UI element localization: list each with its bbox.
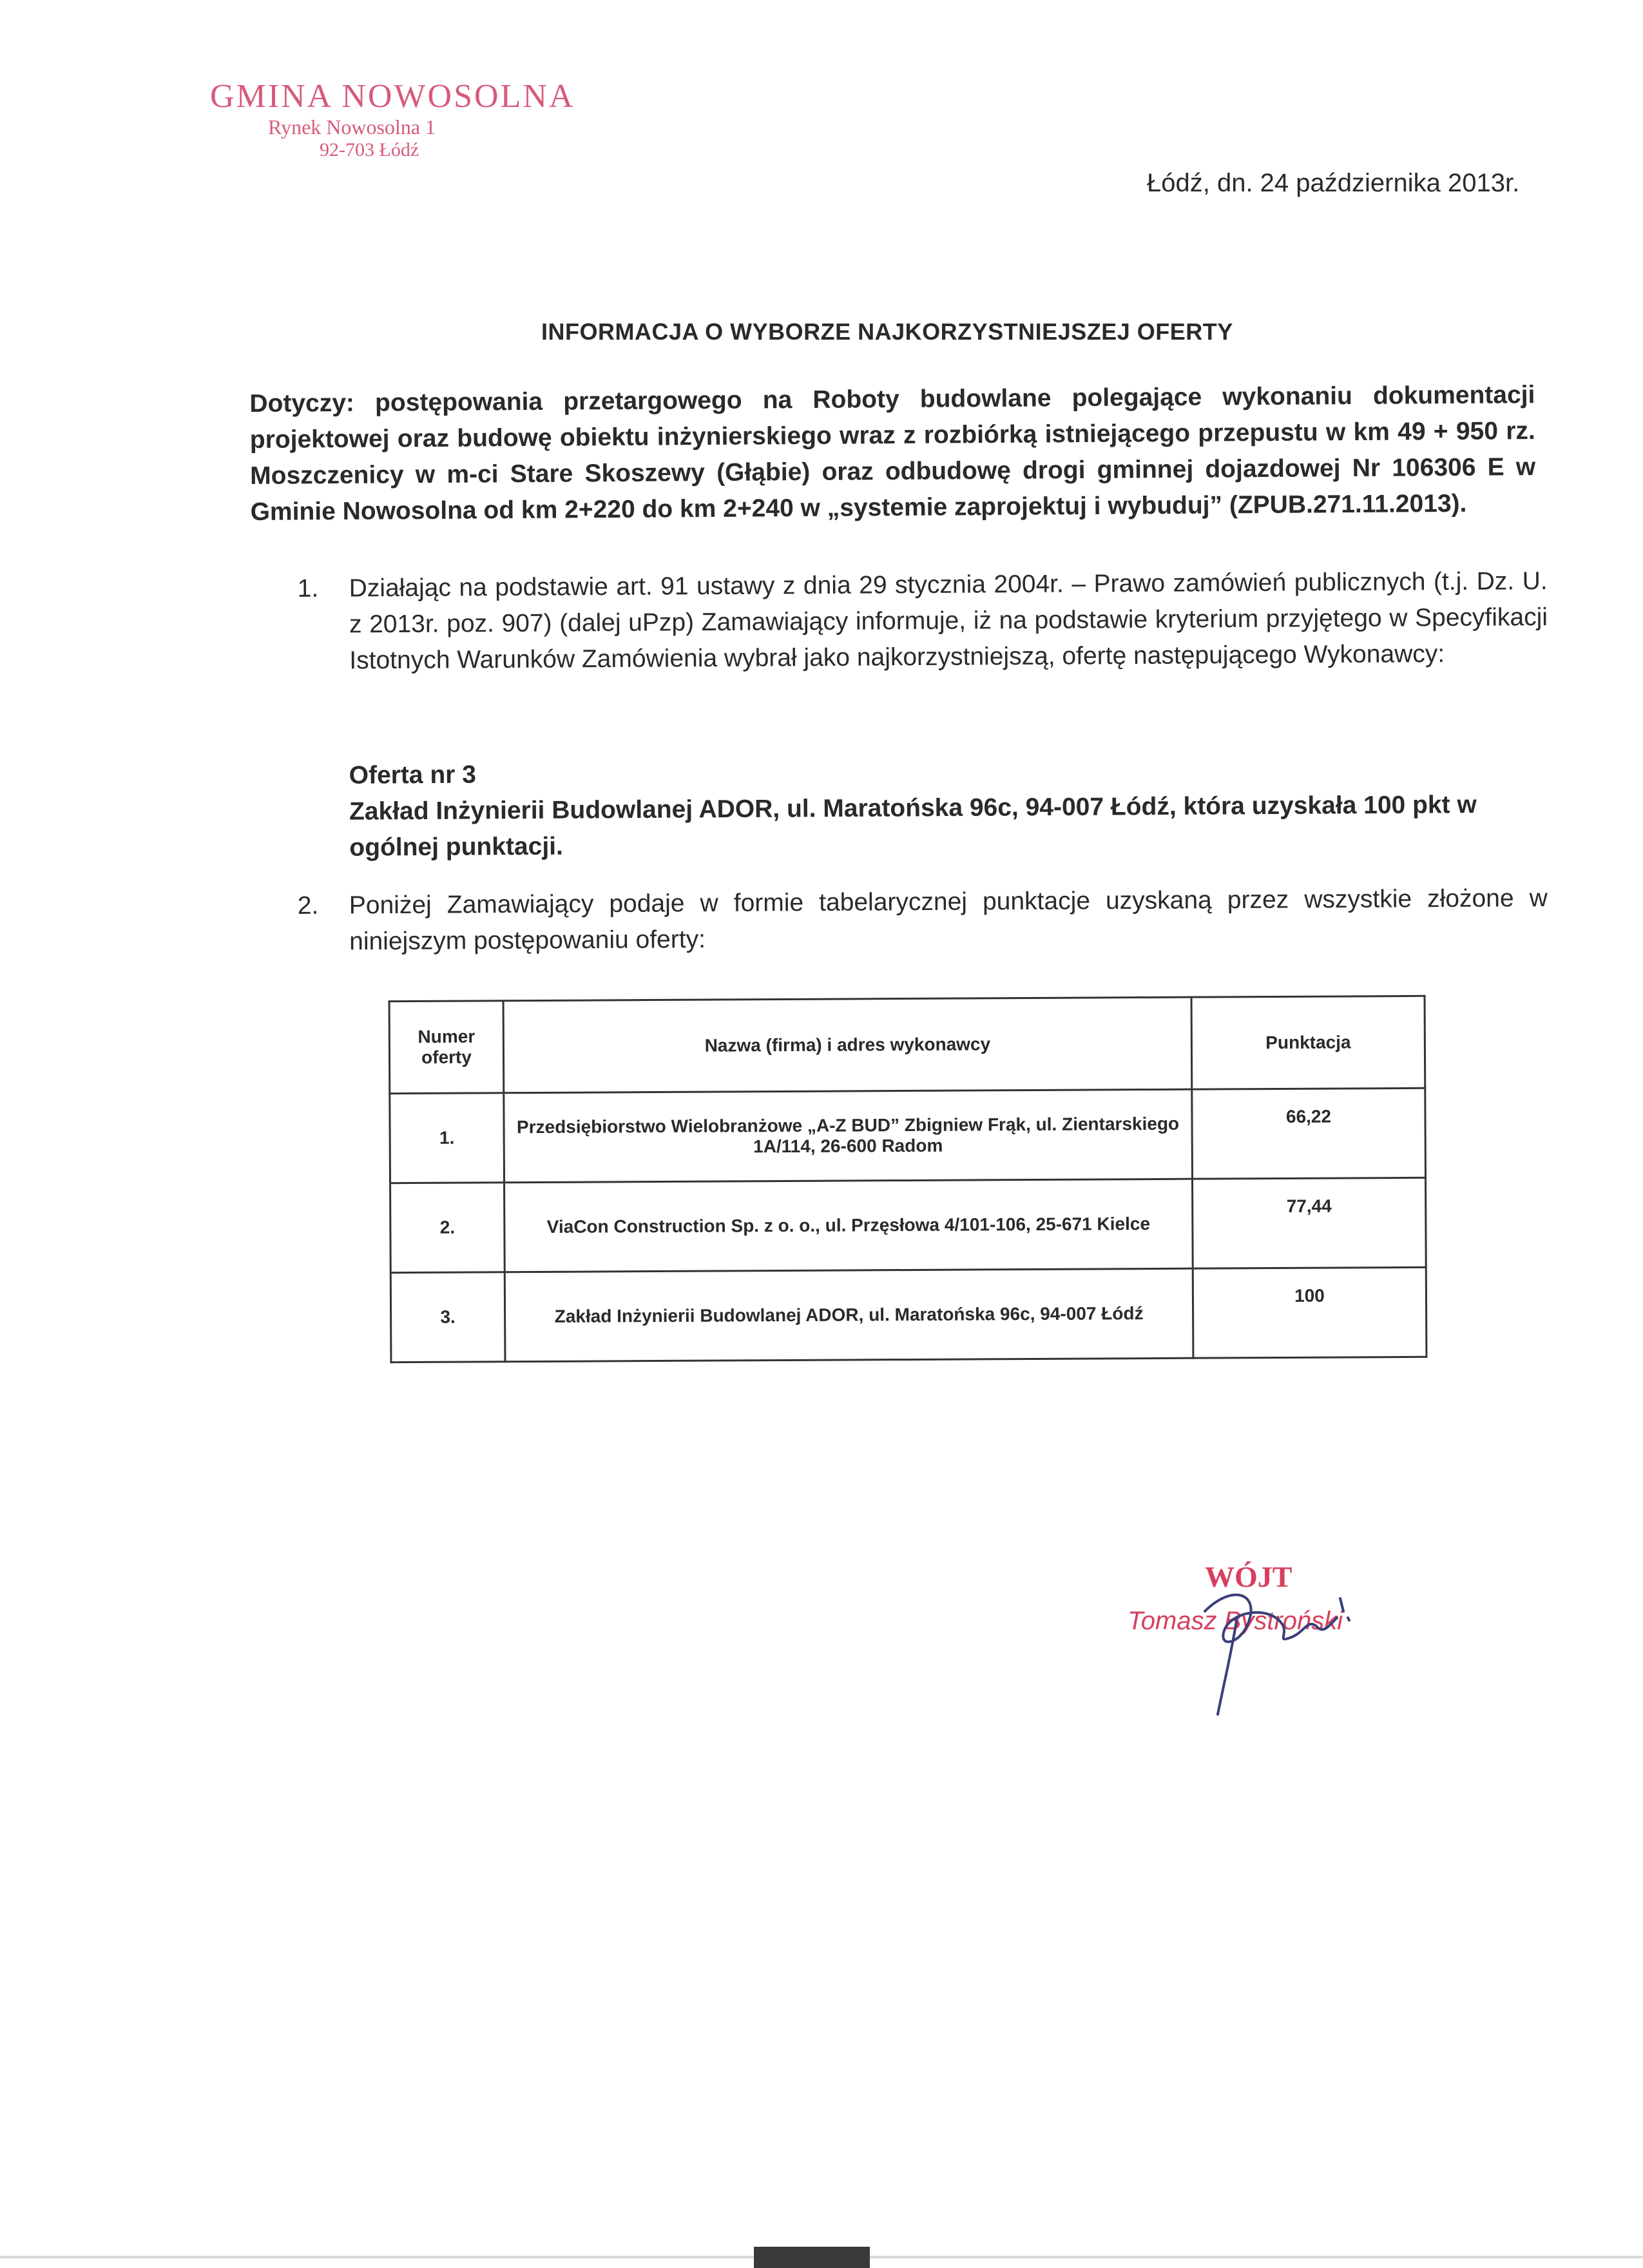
list-item-number: 2. <box>297 891 319 920</box>
cell-score: 100 <box>1193 1267 1427 1358</box>
scan-clip <box>754 2247 870 2268</box>
list-item-number: 1. <box>297 574 319 603</box>
municipality-stamp <box>210 77 575 161</box>
handwritten-signature <box>1179 1573 1385 1727</box>
winning-offer <box>349 750 1555 866</box>
offers-table <box>389 995 1428 1363</box>
winning-offer-text: Zakład Inżynierii Budowlanej ADOR, ul. Maratońska 96c, 94-007 Łódź, która uzyskała 100 pkt w ogólnej punktacji. <box>349 791 1477 862</box>
cell-contractor: ViaCon Construction Sp. z o. o., ul. Przęsłowa 4/101-106, 25-671 Kielce <box>504 1179 1193 1272</box>
cell-offer-number: 3. <box>390 1272 505 1362</box>
header-score: Punktacja <box>1191 996 1425 1089</box>
stamp-line-postal: 92-703 Łódź <box>320 139 419 160</box>
cell-contractor: Zakład Inżynierii Budowlanej ADOR, ul. Maratońska 96c, 94-007 Łódź <box>504 1268 1193 1362</box>
signature-name: Tomasz Bystroński <box>1128 1607 1343 1635</box>
list-item <box>298 880 1548 960</box>
table-row <box>390 1178 1427 1272</box>
signature-role: WÓJT <box>1205 1560 1292 1593</box>
subject-paragraph: Dotyczy: postępowania przetargowego na Roboty budowlane polegające wykonaniu dokumentacji projektowej oraz budowę obiektu inżynierskiego wraz z rozbiórką istniejącego przepustu w km 49 + 950 rz. Moszczenicy w m-ci Stare Skoszewy (Głąbie) oraz odbudowę drogi gminnej dojazdowej Nr 106306 E w Gminie Nowosolna od km 2+220 do km 2+240 w „systemie zaprojektuj i wybuduj” (ZPUB.271.11.2013). <box>249 381 1536 526</box>
table-header-row <box>389 996 1425 1093</box>
document-title: INFORMACJA O WYBORZE NAJKORZYSTNIEJSZEJ OFERTY <box>541 318 1233 345</box>
header-contractor: Nazwa (firma) i adres wykonawcy <box>503 997 1192 1093</box>
cell-offer-number: 2. <box>390 1183 505 1273</box>
winning-offer-label: Oferta nr 3 <box>349 761 477 790</box>
table-row <box>390 1088 1426 1183</box>
table-row <box>390 1267 1427 1362</box>
document-date: Łódź, dn. 24 października 2013r. <box>1147 169 1520 197</box>
list-item-text: Poniżej Zamawiający podaje w formie tabelarycznej punktacje uzyskaną przez wszystkie złożone w niniejszym postępowaniu oferty: <box>349 884 1548 956</box>
cell-offer-number: 1. <box>390 1093 504 1183</box>
cell-score: 66,22 <box>1192 1088 1426 1179</box>
list-item-text: Działając na podstawie art. 91 ustawy z dnia 29 stycznia 2004r. – Prawo zamówień publicznych (t.j. Dz. U. z 2013r. poz. 907) (dalej uPzp) Zamawiający informuje, iż na podstawie kryterium przyjętego w Specyfikacji Istotnych Warunków Zamówienia wybrał jako najkorzystniejszą, ofertę następującego Wykonawcy: <box>349 567 1548 675</box>
header-offer-number: Numer oferty <box>389 1001 504 1094</box>
stamp-line-name: GMINA NOWOSOLNA <box>210 78 575 115</box>
stamp-line-address: Rynek Nowosolna 1 <box>268 115 436 139</box>
cell-contractor: Przedsiębiorstwo Wielobranżowe „A-Z BUD” Zbigniew Frąk, ul. Zientarskiego 1A/114, 26-600 Radom <box>504 1089 1193 1183</box>
list-item <box>298 563 1548 679</box>
cell-score: 77,44 <box>1193 1178 1427 1268</box>
